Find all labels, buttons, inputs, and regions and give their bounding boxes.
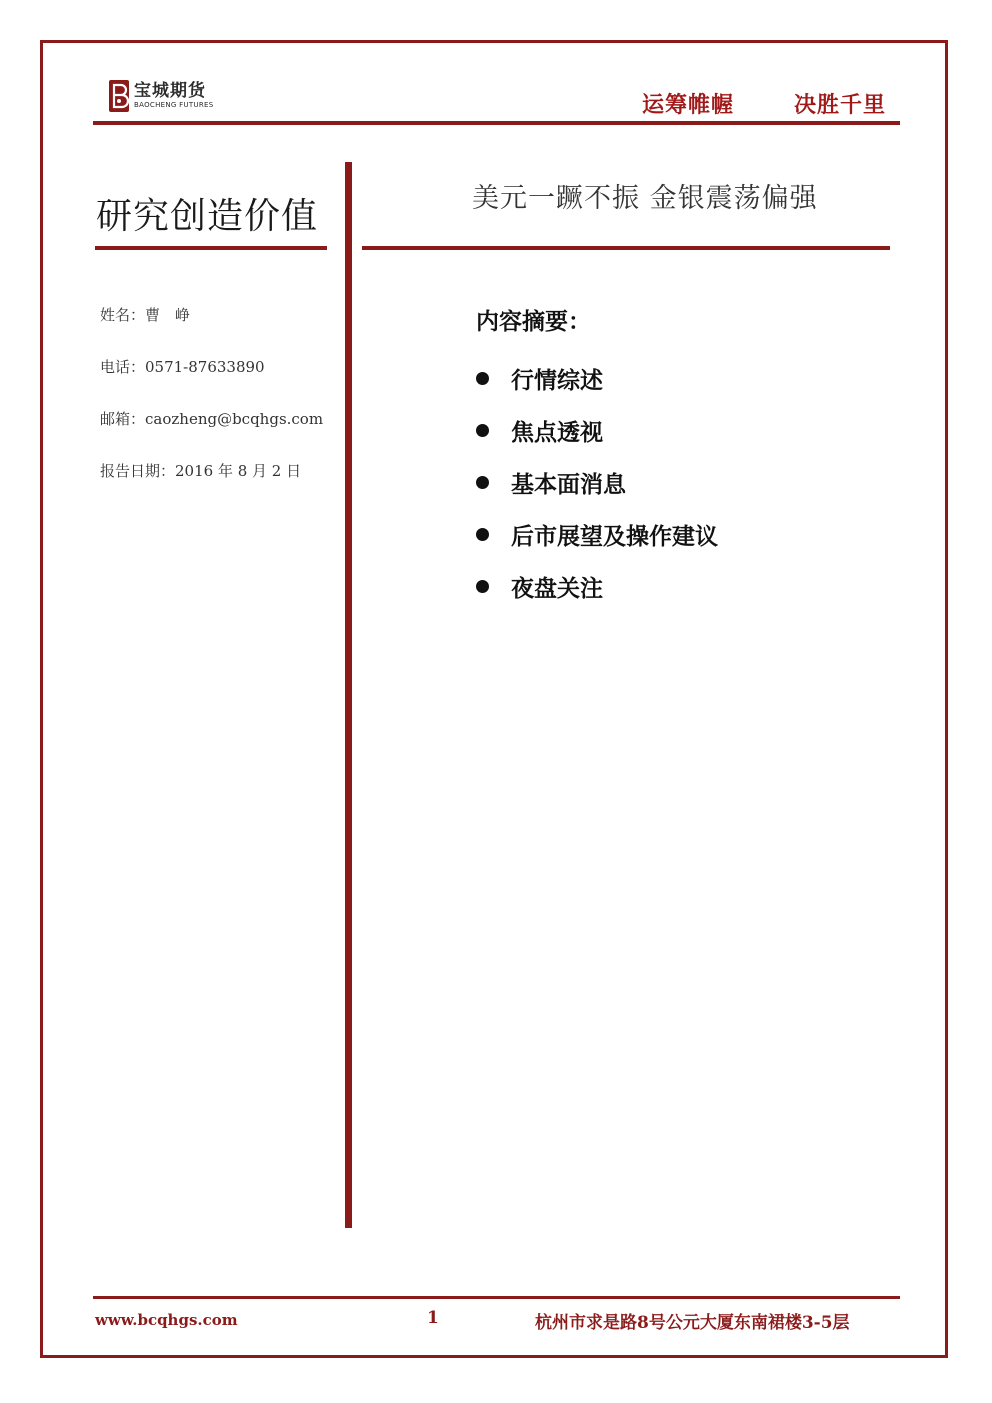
column-divider (345, 162, 352, 1228)
author-name: 姓名：曹 峥 (100, 306, 191, 324)
author-email: 邮箱：caozheng@bcqhgs.com (100, 410, 324, 428)
slogan-part-2: 决胜千里 (794, 93, 887, 118)
report-title-underline (362, 246, 890, 250)
bullet-icon (476, 424, 489, 437)
bullet-icon (476, 476, 489, 489)
toc-item-label: 夜盘关注 (511, 575, 603, 602)
bullet-icon (476, 580, 489, 593)
baocheng-logo-icon (108, 79, 130, 113)
footer-page-number: 1 (427, 1308, 439, 1328)
report-title: 美元一蹶不振 金银震荡偏强 (472, 183, 818, 214)
report-date: 报告日期：2016 年 8 月 2 日 (100, 462, 302, 480)
logo-name-en: BAOCHENG FUTURES (134, 101, 214, 109)
footer-website[interactable]: www.bcqhgs.com (95, 1311, 238, 1329)
toc-item (476, 560, 718, 612)
toc-item-label: 焦点透视 (511, 419, 603, 446)
left-column-title: 研究创造价值 (96, 196, 319, 237)
toc-item-label: 行情综述 (511, 367, 603, 394)
logo-name-cn: 宝城期货 (134, 81, 206, 101)
toc-item-label: 基本面消息 (511, 471, 626, 498)
footer-address: 杭州市求是路8号公元大厦东南裙楼3-5层 (535, 1313, 850, 1333)
left-title-underline (95, 246, 327, 250)
table-of-contents (476, 352, 718, 612)
author-phone: 电话：0571-87633890 (100, 358, 265, 376)
toc-item-label: 后市展望及操作建议 (511, 523, 718, 550)
summary-heading: 内容摘要： (476, 309, 591, 335)
bullet-icon (476, 372, 489, 385)
slogan-part-1: 运筹帷幄 (642, 93, 735, 118)
company-logo (108, 78, 214, 114)
toc-item (476, 456, 718, 508)
toc-item (476, 352, 718, 404)
toc-item (476, 404, 718, 456)
header-divider (93, 121, 900, 125)
toc-item (476, 508, 718, 560)
bullet-icon (476, 528, 489, 541)
footer-divider (93, 1296, 900, 1299)
